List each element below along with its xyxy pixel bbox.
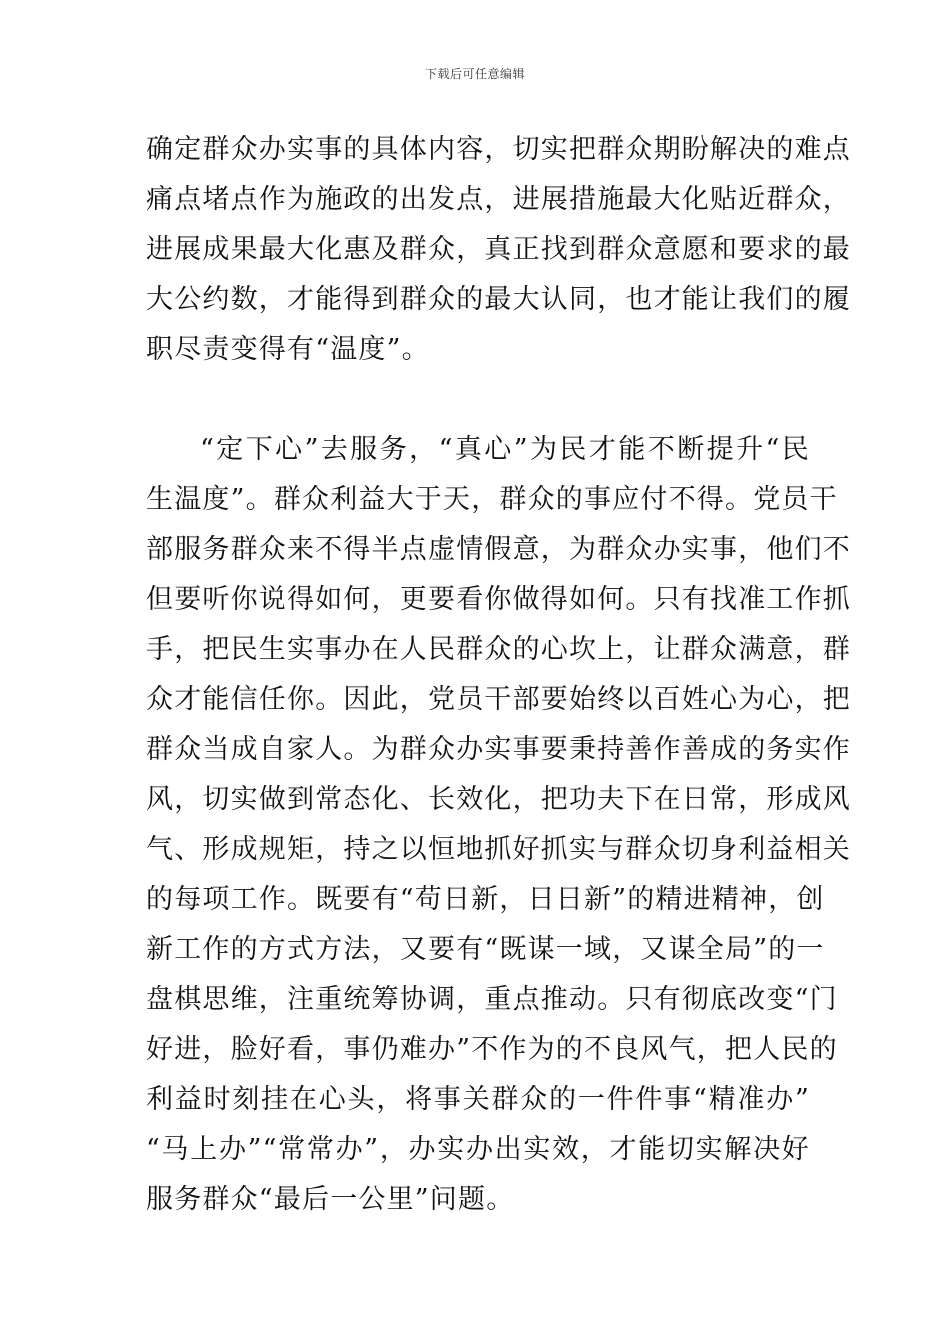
paragraph-line: 但要听你说得如何，更要看你做得如何。只有找准工作抓 bbox=[146, 584, 851, 615]
paragraph-line: “马上办”“常常办”，办实办出实效，才能切实解决好 bbox=[146, 1134, 810, 1165]
paragraph-line: 好进，脸好看，事仍难办”不作为的不良风气，把人民的 bbox=[146, 1034, 838, 1065]
paragraph-line: 新工作的方式方法，又要有“既谋一域，又谋全局”的一 bbox=[146, 934, 825, 965]
paragraph-line: 利益时刻挂在心头，将事关群众的一件件事“精准办” bbox=[146, 1084, 810, 1115]
paragraph-line: 部服务群众来不得半点虚情假意，为群众办实事，他们不 bbox=[146, 534, 851, 565]
paragraph-line: 手，把民生实事办在人民群众的心坎上，让群众满意，群 bbox=[146, 634, 851, 665]
paragraph-line: 风，切实做到常态化、长效化，把功夫下在日常，形成风 bbox=[146, 784, 851, 815]
paragraph-line: 服务群众“最后一公里”问题。 bbox=[146, 1184, 515, 1215]
paragraph-line: 职尽责变得有“温度”。 bbox=[146, 334, 430, 365]
paragraph-line: 大公约数，才能得到群众的最大认同，也才能让我们的履 bbox=[146, 284, 851, 315]
paragraph-line: 气、形成规矩，持之以恒地抓好抓实与群众切身利益相关 bbox=[146, 834, 851, 865]
paragraph-line: 群众当成自家人。为群众办实事要秉持善作善成的务实作 bbox=[146, 734, 851, 765]
paragraph-line: 生温度”。群众利益大于天，群众的事应付不得。党员干 bbox=[146, 484, 838, 515]
paragraph-line: 的每项工作。既要有“苟日新，日日新”的精进精神，创 bbox=[146, 884, 825, 915]
paragraph-line: 痛点堵点作为施政的出发点，进展措施最大化贴近群众， bbox=[146, 184, 851, 215]
paragraph-line: 盘棋思维，注重统筹协调，重点推动。只有彻底改变“门 bbox=[146, 984, 838, 1015]
paragraph-line: “定下心”去服务，“真心”为民才能不断提升“民 bbox=[200, 434, 810, 465]
paragraph-line: 确定群众办实事的具体内容，切实把群众期盼解决的难点 bbox=[146, 134, 851, 165]
header-note: 下载后可任意编辑 bbox=[424, 67, 525, 81]
paragraph-line: 进展成果最大化惠及群众，真正找到群众意愿和要求的最 bbox=[146, 234, 851, 265]
paragraph-line: 众才能信任你。因此，党员干部要始终以百姓心为心，把 bbox=[146, 684, 851, 715]
